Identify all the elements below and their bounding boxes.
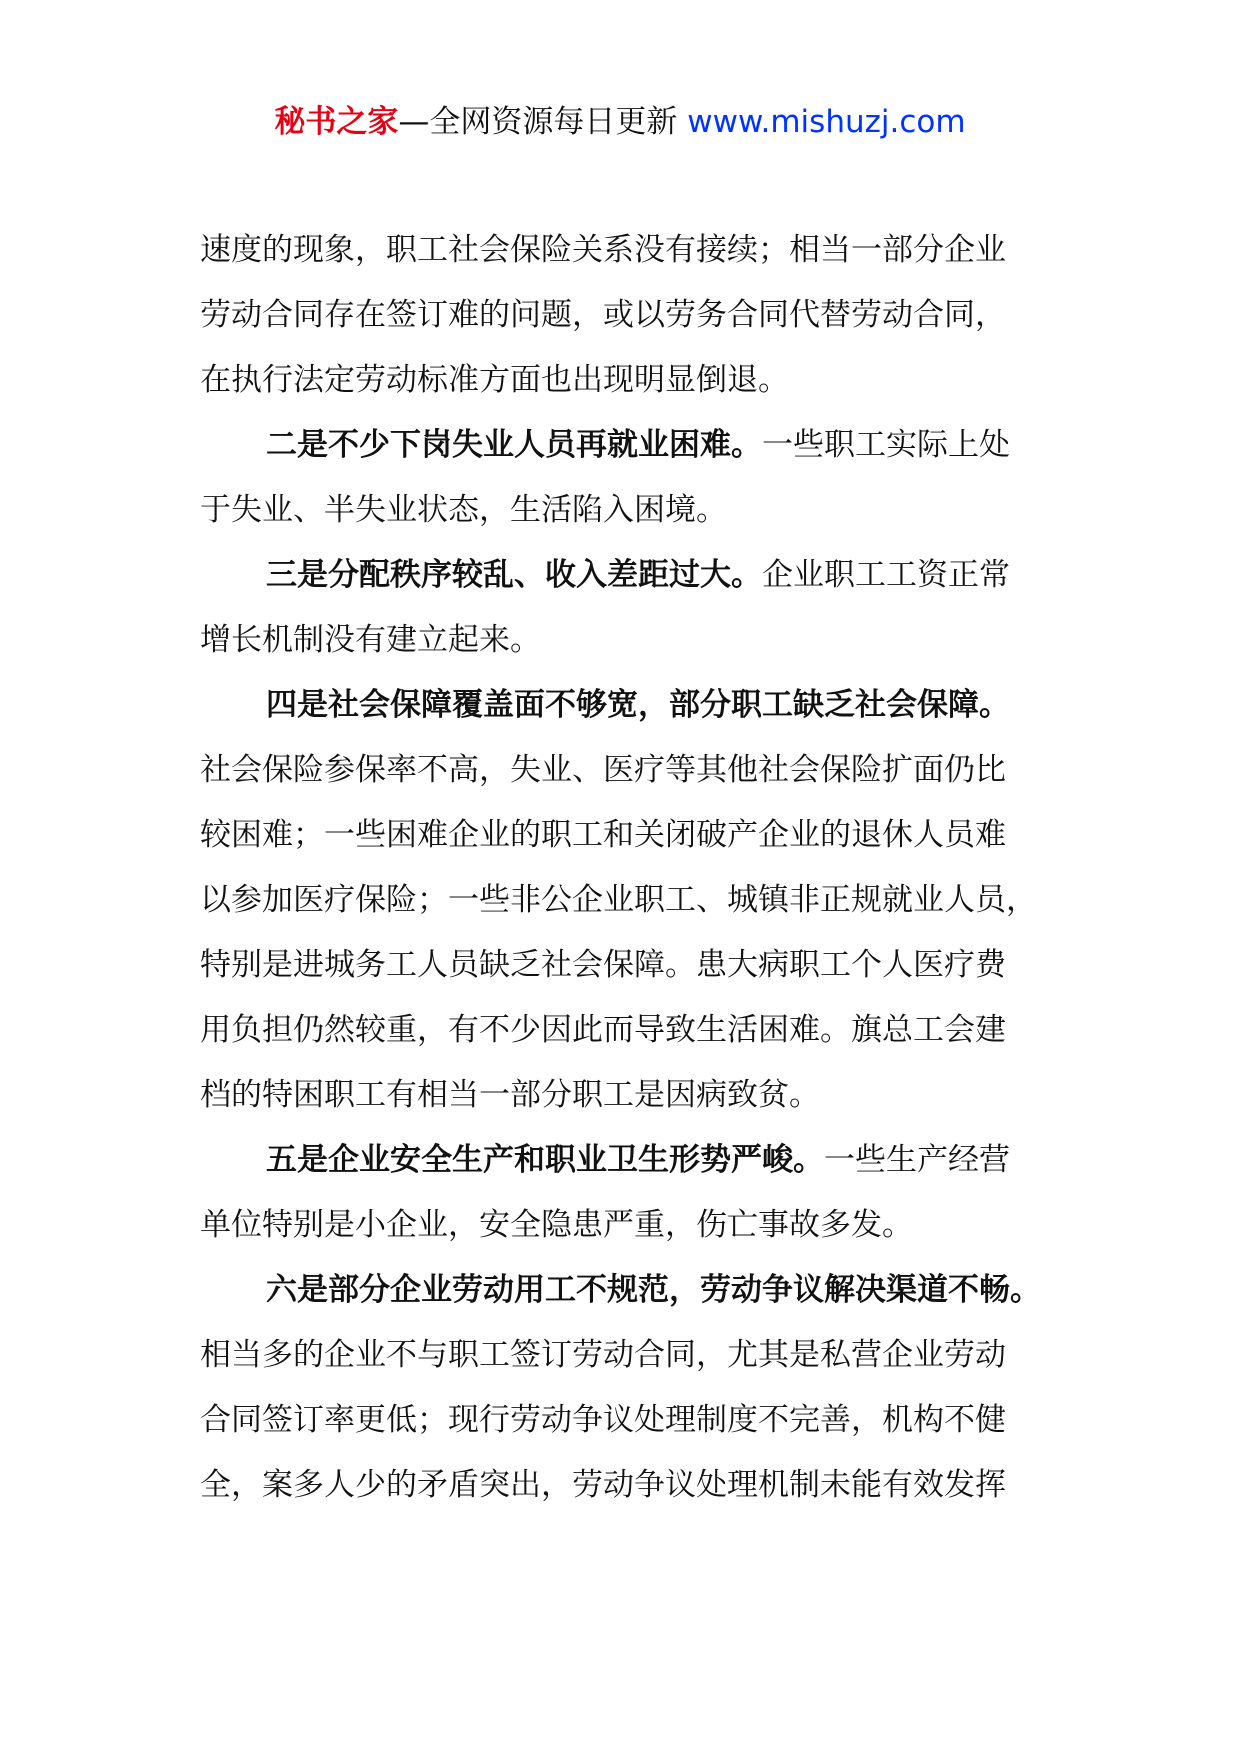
text-line: [200, 1063, 1080, 1128]
text-line: [200, 348, 1080, 413]
body-text: [200, 218, 1080, 1518]
line-text: 相当多的企业不与职工签订劳动合同，尤其是私营企业劳动: [200, 1337, 1006, 1373]
text-line: [200, 998, 1080, 1063]
line-heading: 三是分配秩序较乱、收入差距过大。: [266, 557, 762, 593]
text-line: [200, 868, 1080, 933]
line-text: 增长机制没有建立起来。: [200, 622, 541, 658]
line-text: 一些生产经营: [824, 1142, 1010, 1178]
line-text: 以参加医疗保险；一些非公企业职工、城镇非正规就业人员，: [200, 882, 1037, 918]
line-text: 劳动合同存在签订难的问题，或以劳务合同代替劳动合同，: [200, 297, 1006, 333]
brand-name: 秘书之家: [274, 104, 399, 140]
paragraph-start-line: [200, 1258, 1080, 1323]
page-header: [0, 100, 1240, 144]
text-line: [200, 608, 1080, 673]
line-text: 速度的现象，职工社会保险关系没有接续；相当一部分企业: [200, 232, 1006, 268]
line-text: 单位特别是小企业，安全隐患严重，伤亡事故多发。: [200, 1207, 913, 1243]
header-tagline: —全网资源每日更新: [398, 104, 678, 140]
line-text: 用负担仍然较重，有不少因此而导致生活困难。旗总工会建: [200, 1012, 1006, 1048]
text-line: [200, 283, 1080, 348]
line-text: 特别是进城务工人员缺乏社会保障。患大病职工个人医疗费: [200, 947, 1006, 983]
paragraph-start-line: [200, 673, 1080, 738]
text-line: [200, 478, 1080, 543]
line-text: 社会保险参保率不高，失业、医疗等其他社会保险扩面仍比: [200, 752, 1006, 788]
line-text: 在执行法定劳动标准方面也出现明显倒退。: [200, 362, 789, 398]
site-url-link[interactable]: www.mishuzj.com: [687, 104, 966, 140]
text-line: [200, 933, 1080, 998]
line-text: 合同签订率更低；现行劳动争议处理制度不完善，机构不健: [200, 1402, 1006, 1438]
text-line: [200, 1453, 1080, 1518]
text-line: [200, 803, 1080, 868]
paragraph-start-line: [200, 1128, 1080, 1193]
text-line: [200, 738, 1080, 803]
line-heading: 五是企业安全生产和职业卫生形势严峻。: [266, 1142, 824, 1178]
text-line: [200, 218, 1080, 283]
line-heading: 六是部分企业劳动用工不规范，劳动争议解决渠道不畅。: [266, 1272, 1041, 1308]
text-line: [200, 1388, 1080, 1453]
line-text: 全，案多人少的矛盾突出，劳动争议处理机制未能有效发挥: [200, 1467, 1006, 1503]
paragraph-start-line: [200, 543, 1080, 608]
line-text: 企业职工工资正常: [762, 557, 1010, 593]
line-heading: 二是不少下岗失业人员再就业困难。: [266, 427, 762, 463]
text-line: [200, 1193, 1080, 1258]
line-heading: 四是社会保障覆盖面不够宽，部分职工缺乏社会保障。: [266, 687, 1010, 723]
line-text: 一些职工实际上处: [762, 427, 1010, 463]
line-text: 较困难；一些困难企业的职工和关闭破产企业的退休人员难: [200, 817, 1006, 853]
line-text: 档的特困职工有相当一部分职工是因病致贫。: [200, 1077, 820, 1113]
text-line: [200, 1323, 1080, 1388]
line-text: 于失业、半失业状态，生活陷入困境。: [200, 492, 727, 528]
paragraph-start-line: [200, 413, 1080, 478]
